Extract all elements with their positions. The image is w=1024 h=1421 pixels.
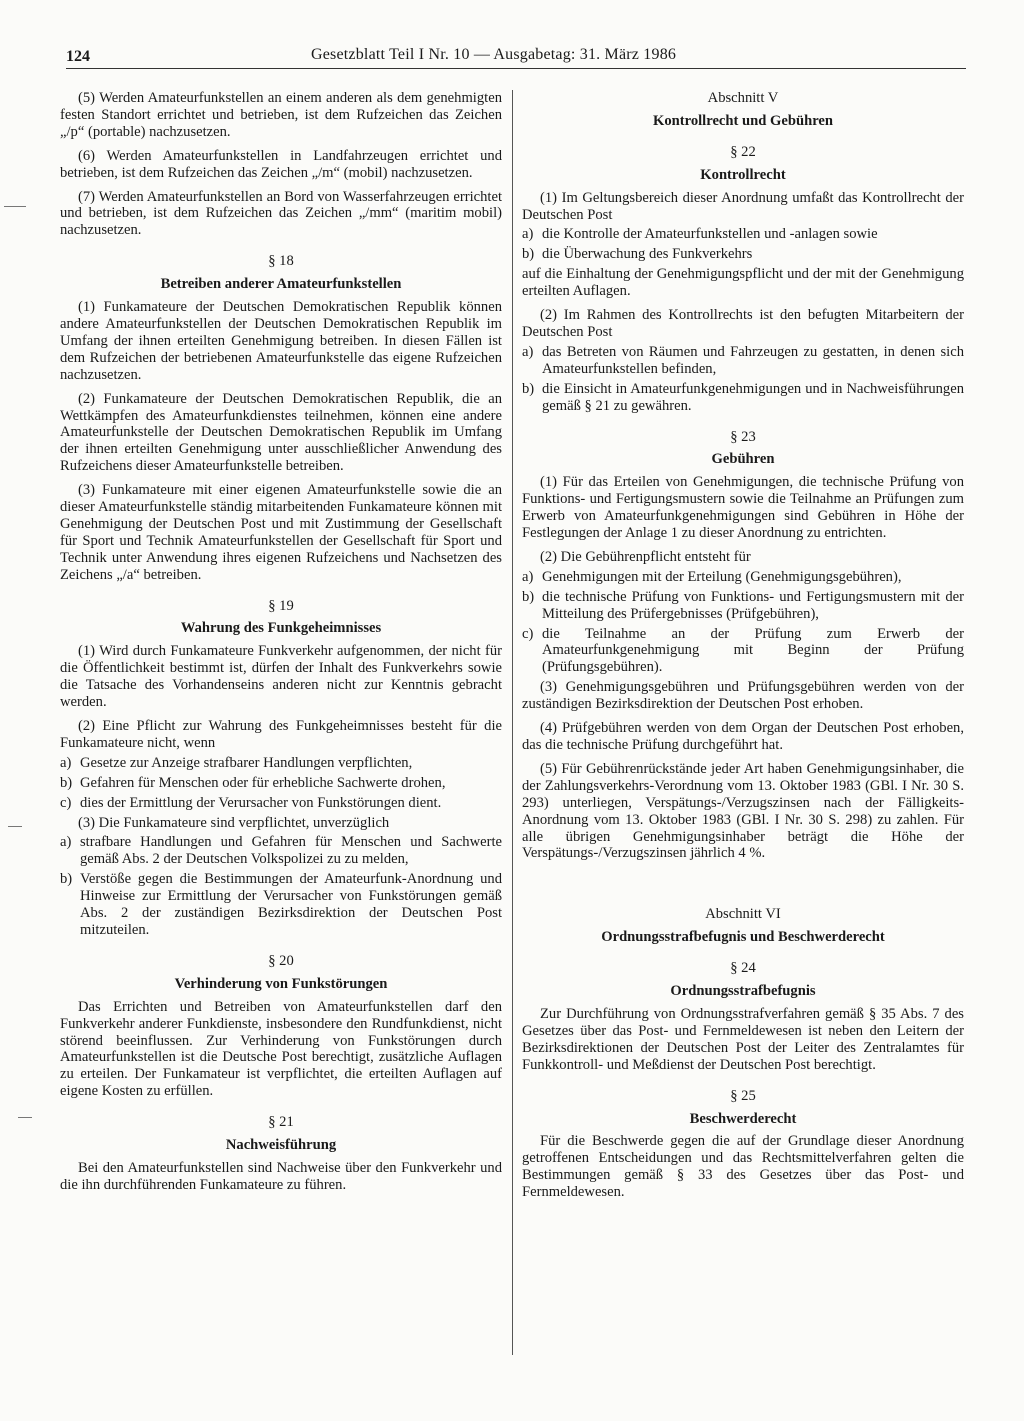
chapter-title: Kontrollrecht und Gebühren bbox=[652, 112, 834, 129]
list-marker: a) bbox=[522, 343, 534, 360]
list-item-text: Genehmigungen mit der Erteilung (Genehmigungsgebühren), bbox=[542, 568, 902, 585]
column-divider bbox=[512, 90, 513, 1355]
section-title: Verhinderung von Funkstörungen bbox=[174, 975, 388, 992]
list-item-text: das Betreten von Räumen und Fahrzeugen zu gestatten, in denen sich Amateurfunkstellen befinden, bbox=[542, 343, 964, 377]
list-marker: b) bbox=[522, 246, 535, 263]
section-title: Gebühren bbox=[711, 451, 775, 468]
page-header bbox=[66, 46, 966, 69]
margin-mark bbox=[18, 1117, 32, 1118]
list-marker: b) bbox=[60, 871, 73, 888]
paragraph: (2) Funkamateure der Deutschen Demokratischen Republik, die an Wettkämpfen des Amateurfunkdienstes teilnehmen, können eine andere Amateurfunkstelle der Deutschen Demokratischen Republik im Umfang der ihnen erteilten Genehmigung unter ausschließlicher Anwendung des Rufzeichens dieser Amateurfunkstelle betreiben. bbox=[60, 390, 502, 475]
paragraph: (1) Funkamateure der Deutschen Demokratischen Republik können andere Amateurfunkstellen der Deutschen Demokratischen Republik im Umfang der ihnen erteilten Genehmigung betreiben. In diesen Fällen ist dem Rufzeichen der betriebenen Amateurfunkstelle das eigene Rufzeichen nachzusetzen. bbox=[60, 299, 502, 383]
paragraph: Bei den Amateurfunkstellen sind Nachweise über den Funkverkehr und die ihn durchführenden Funkamateure zu führen. bbox=[60, 1159, 502, 1193]
section-number: § 20 bbox=[268, 952, 294, 969]
list-item bbox=[60, 755, 502, 772]
list-item bbox=[522, 226, 964, 243]
list-marker: a) bbox=[60, 754, 72, 771]
list-item bbox=[60, 795, 502, 812]
list-item bbox=[522, 381, 964, 415]
list-item bbox=[522, 626, 964, 677]
list-item-text: Verstöße gegen die Bestimmungen der Amateurfunk-Anordnung und Hinweise zur Ermittlung der Verursacher von Funkstörungen gemäß Abs. 2 der zuständigen Bezirksdirektion der Deutschen Post mitzuteilen. bbox=[80, 871, 502, 938]
section-number: § 24 bbox=[730, 960, 756, 977]
paragraph: (3) Funkamateure mit einer eigenen Amateurfunkstelle sowie die an dieser Amateurfunkstelle ständig mitarbeitenden Funkamateure können mit Genehmigung der Deutschen Post und mit Zustimmung der Gesellschaft für Sport und Technik Amateurfunkstellen der Gesellschaft für Sport und Technik unter Anwendung ihres eigenen Rufzeichens und Nachsetzen des Zeichens „/a“ betreiben. bbox=[60, 482, 502, 583]
list-item-text: die Überwachung des Funkverkehrs bbox=[542, 246, 753, 263]
paragraph: (2) Im Rahmen des Kontrollrechts ist den befugten Mitarbeitern der Deutschen Post bbox=[522, 307, 964, 340]
right-column bbox=[522, 90, 964, 1208]
list-marker: c) bbox=[60, 794, 72, 811]
list-marker: a) bbox=[522, 226, 534, 243]
paragraph: (1) Für das Erteilen von Genehmigungen, die technische Prüfung von Funktions- und Fertigungsmustern sowie die Teilnahme an Prüfungen zum Erwerb von Amateurfunkgenehmigungen sind Gebühren in Höhe der Festlegungen der Anlage 1 zu dieser Anordnung zu entrichten. bbox=[522, 474, 964, 542]
list-marker: b) bbox=[522, 380, 535, 397]
list-item bbox=[522, 569, 964, 586]
paragraph: (1) Wird durch Funkamateure Funkverkehr aufgenommen, der nicht für die Öffentlichkeit bestimmt ist, dürfen der Inhalt des Funkverkehrs sowie die Tatsache des Vorhandenseins anderen nicht zur Kenntnis gebracht werden. bbox=[60, 643, 502, 711]
list-item-text: Gesetze zur Anzeige strafbarer Handlungen verpflichten, bbox=[80, 754, 413, 771]
page-number: 124 bbox=[66, 48, 90, 65]
section-number: § 21 bbox=[268, 1114, 294, 1131]
section-number: § 18 bbox=[268, 253, 294, 270]
paragraph: (3) Genehmigungsgebühren und Prüfungsgebühren werden von der zuständigen Bezirksdirektion der Deutschen Post erhoben. bbox=[522, 679, 964, 713]
list-item bbox=[522, 344, 964, 378]
list-item-text: die Einsicht in Amateurfunkgenehmigungen und in Nachweisführungen gemäß § 21 zu gewähren. bbox=[542, 380, 964, 414]
paragraph: Das Errichten und Betreiben von Amateurfunkstellen darf den Funkverkehr anderer Funkdienste, insbesondere den Rundfunkdienst, nicht störend beeinflussen. Zur Verhinderung von Funkstörungen durch Amateurfunkstellen ist die Deutsche Post berechtigt, zusätzliche Auflagen zu erteilen. Der Funkamateur ist verpflichtet, die erteilten Auflagen auf eigene Kosten zu erfüllen. bbox=[60, 998, 502, 1100]
publication-header: Gesetzblatt Teil I Nr. 10 — Ausgabetag: 31. März 1986 bbox=[311, 46, 677, 63]
paragraph: (7) Werden Amateurfunkstellen an Bord von Wasserfahrzeugen errichtet und betrieben, ist dem Rufzeichen das Zeichen „/mm“ (maritim mobil) nachzusetzen. bbox=[60, 188, 502, 239]
list-item-text: die Teilnahme an der Prüfung zum Erwerb der Amateurfunkgenehmigung mit Beginn der Prüfung (Prüfungsgebühren). bbox=[542, 625, 964, 676]
paragraph: (1) Im Geltungsbereich dieser Anordnung umfaßt das Kontrollrecht der Deutschen Post bbox=[522, 189, 964, 223]
section-title: Kontrollrecht bbox=[700, 166, 786, 183]
list bbox=[60, 834, 502, 938]
section-number: § 23 bbox=[730, 428, 756, 445]
list-item-text: die Kontrolle der Amateurfunkstellen und -anlagen sowie bbox=[542, 226, 878, 243]
list bbox=[522, 569, 964, 676]
left-column bbox=[60, 90, 502, 1201]
section-title: Wahrung des Funkgeheimnisses bbox=[180, 620, 382, 637]
chapter-heading: Abschnitt V bbox=[707, 90, 779, 106]
section-title: Beschwerderecht bbox=[689, 1110, 797, 1127]
list-marker: a) bbox=[60, 834, 72, 851]
chapter-heading: Abschnitt VI bbox=[705, 906, 781, 923]
list-marker: a) bbox=[522, 568, 534, 585]
paragraph: (5) Werden Amateurfunkstellen an einem anderen als dem genehmigten festen Standort errichtet und betrieben, ist dem Rufzeichen das Zeichen „/p“ (portable) nachzusetzen. bbox=[60, 90, 502, 140]
section-title: Nachweisführung bbox=[225, 1137, 337, 1154]
margin-mark bbox=[8, 826, 22, 827]
list bbox=[522, 226, 964, 263]
list-marker: b) bbox=[60, 774, 73, 791]
section-title: Ordnungsstrafbefugnis bbox=[670, 983, 816, 1000]
paragraph: auf die Einhaltung der Genehmigungspflicht und der mit der Genehmigung erteilten Auflagen. bbox=[522, 266, 964, 300]
margin-mark bbox=[4, 206, 26, 207]
section-number: § 22 bbox=[730, 143, 756, 160]
paragraph: (2) Eine Pflicht zur Wahrung des Funkgeheimnisses besteht für die Funkamateure nicht, wenn bbox=[60, 718, 502, 751]
section-number: § 25 bbox=[730, 1087, 756, 1104]
chapter-title: Ordnungsstrafbefugnis und Beschwerderecht bbox=[601, 929, 885, 946]
paragraph: (3) Die Funkamateure sind verpflichtet, unverzüglich bbox=[78, 814, 390, 831]
paragraph: Zur Durchführung von Ordnungsstrafverfahren gemäß § 35 Abs. 7 des Gesetzes über das Post- und Fernmeldewesen ist neben den Leitern der Bezirksdirektionen der Deutschen Post der Leiter des Zentralamtes für Funkkontroll- und Meßdienst der Deutschen Post berechtigt. bbox=[522, 1005, 964, 1073]
list-item bbox=[60, 871, 502, 939]
list bbox=[60, 755, 502, 812]
section-title: Betreiben anderer Amateurfunkstellen bbox=[160, 276, 402, 293]
paragraph: (4) Prüfgebühren werden von dem Organ der Deutschen Post erhoben, das die technische Prüfung durchgeführt hat. bbox=[522, 720, 964, 753]
list-item bbox=[522, 246, 964, 263]
paragraph: (6) Werden Amateurfunkstellen in Landfahrzeugen errichtet und betrieben, ist dem Rufzeichen das Zeichen „/m“ (mobil) nachzusetzen. bbox=[60, 147, 502, 181]
list-marker: c) bbox=[522, 625, 534, 642]
list-marker: b) bbox=[522, 588, 535, 605]
list bbox=[522, 344, 964, 415]
list-item-text: Gefahren für Menschen oder für erhebliche Sachwerte drohen, bbox=[80, 774, 446, 791]
paragraph: (5) Für Gebührenrückstände jeder Art haben Genehmigungsinhaber, die der Zahlungsverkehrs-Verordnung vom 13. Oktober 1983 (GBl. I Nr. 30 S. 293) unterliegen, Verspätungs-/Verzugszinsen nach der Fälligkeits-Anordnung vom 13. Oktober 1983 (GBl. I Nr. 30 S. 298) zu zahlen. Für alle übrigen Genehmigungsinhaber beträgt die Höhe der Verspätungs-/Verzugszinsen jährlich 4 %. bbox=[522, 760, 964, 862]
list-item bbox=[60, 775, 502, 792]
list-item-text: die technische Prüfung von Funktions- und Fertigungsmustern mit der Mitteilung des Prüfergebnisses (Prüfgebühren), bbox=[542, 588, 964, 622]
paragraph: Für die Beschwerde gegen die auf der Grundlage dieser Anordnung getroffenen Entscheidungen und das Rechtsmittelverfahren gelten die Bestimmungen gemäß § 33 des Gesetzes über das Post- und Fernmeldewesen. bbox=[522, 1133, 964, 1201]
list-item-text: dies der Ermittlung der Verursacher von Funkstörungen dient. bbox=[80, 794, 442, 811]
section-number: § 19 bbox=[268, 597, 294, 614]
paragraph: (2) Die Gebührenpflicht entsteht für bbox=[540, 548, 751, 565]
list-item-text: strafbare Handlungen und Gefahren für Menschen und Sachwerte gemäß Abs. 2 der Deutschen Volkspolizei zu zu melden, bbox=[80, 834, 502, 868]
list-item bbox=[60, 834, 502, 868]
list-item bbox=[522, 589, 964, 623]
